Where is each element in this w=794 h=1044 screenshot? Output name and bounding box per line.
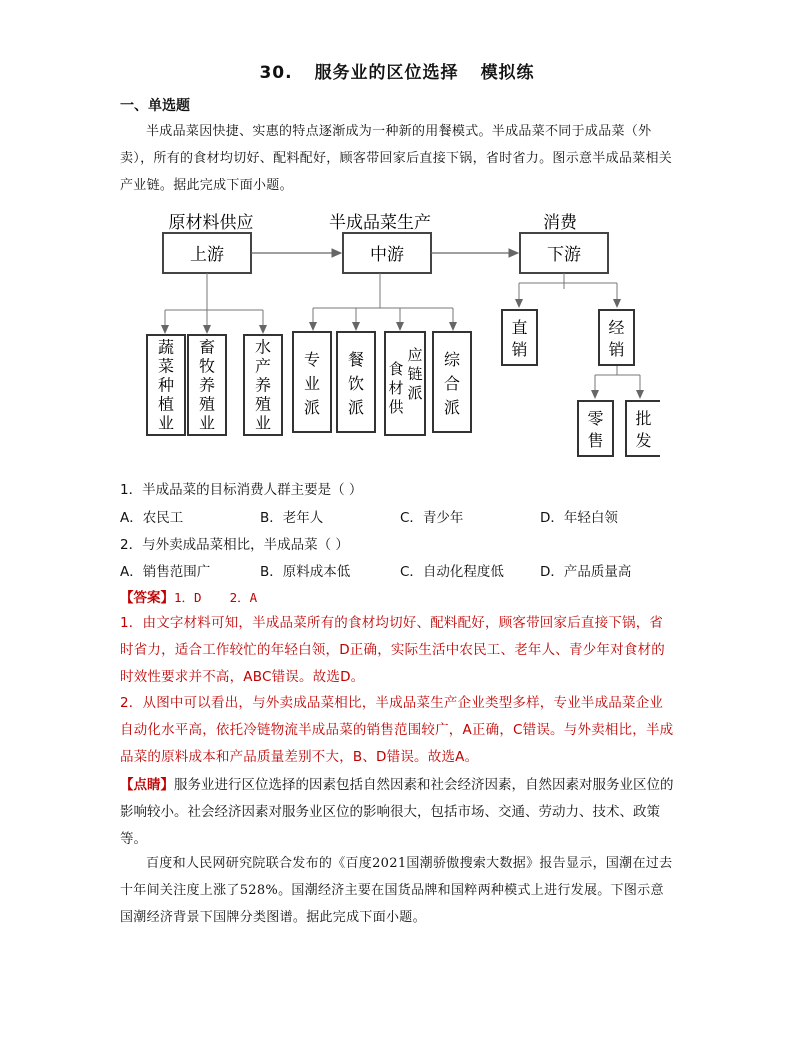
midstream-child-2-char: 应	[407, 347, 423, 364]
midstream-caption: 半成品菜生产	[329, 213, 431, 232]
upstream-caption: 原材料供应	[168, 213, 254, 232]
downstream-grandchild-0-char: 零	[587, 411, 604, 429]
upstream-child-0-char: 业	[157, 415, 175, 433]
midstream-child-4-char: 派	[443, 400, 461, 418]
title-number: 30.	[259, 63, 293, 83]
upstream-child-0-char: 蔬	[157, 339, 175, 357]
q1-option-c[interactable]: C．青少年	[400, 510, 464, 526]
upstream-child-2-char: 产	[254, 358, 272, 376]
q1-option-b[interactable]: B．老年人	[260, 510, 324, 526]
industry-chain-diagram	[140, 205, 660, 465]
title-main: 服务业的区位选择	[314, 63, 459, 83]
upstream-child-1-char: 畜	[198, 339, 216, 357]
q2-option-d[interactable]: D．产品质量高	[540, 564, 632, 580]
downstream-child-0-char: 销	[511, 342, 528, 360]
answer-2: 2．A	[229, 590, 258, 605]
section-heading: 一、单选题	[120, 98, 190, 114]
upstream-child-1-char: 业	[198, 415, 216, 433]
midstream-child-1-char: 餐	[347, 352, 365, 370]
question-1-stem: 1．半成品菜的目标消费人群主要是（ ）	[120, 482, 363, 498]
midstream-child-2-char: 派	[407, 385, 423, 402]
upstream-child-2-char: 养	[254, 377, 272, 395]
midstream-child-4-char: 合	[443, 376, 461, 394]
upstream-child-1-char: 养	[198, 377, 216, 395]
title-suffix: 模拟练	[480, 63, 535, 83]
downstream-caption: 消费	[543, 213, 577, 232]
page-title	[0, 58, 794, 83]
downstream-grandchild-1-char: 批	[635, 411, 652, 429]
downstream-grandchild-0-char: 售	[587, 433, 604, 451]
midstream-label: 中游	[370, 245, 404, 264]
explanation-1: 1．由文字材料可知，半成品菜所有的食材均切好、配料配好，顾客带回家后直接下锅，省时省力，适合工作较忙的年轻白领，D正确，实际生活中农民工、老年人、青少年对食材的时效性要求并不高，ABC错误。故选D。	[120, 615, 665, 685]
upstream-child-0-char: 种	[157, 377, 175, 395]
question-1-options	[120, 506, 680, 526]
q1-option-d[interactable]: D．年轻白领	[540, 510, 618, 526]
upstream-child-0-char: 菜	[157, 358, 175, 376]
passage-2: 百度和人民网研究院联合发布的《百度2021国潮骄傲搜索大数据》报告显示，国潮在过去十年间关注度上涨了528%。国潮经济主要在国货品牌和国粹两种模式上进行发展。下图示意国潮经济背景下国牌分类图谱。据此完成下面小题。	[120, 856, 673, 925]
tip-block	[120, 772, 676, 853]
midstream-child-2-char: 链	[407, 366, 423, 383]
upstream-child-2-char: 业	[254, 415, 272, 433]
downstream-child-1-char: 销	[608, 342, 625, 360]
answer-line	[120, 586, 285, 606]
midstream-child-4-char: 综	[443, 352, 461, 370]
upstream-child-0-char: 植	[157, 396, 175, 414]
question-2-options	[120, 560, 680, 580]
question-2-stem: 2．与外卖成品菜相比，半成品菜（ ）	[120, 537, 349, 553]
upstream-child-1-char: 殖	[198, 396, 216, 414]
midstream-child-0-char: 业	[303, 376, 321, 394]
answer-1: 1．D	[174, 590, 202, 605]
answer-tag: 【答案】	[120, 590, 174, 606]
midstream-child-0-char: 专	[303, 352, 321, 370]
upstream-child-2-char: 殖	[254, 396, 272, 414]
midstream-child-1-char: 派	[347, 400, 365, 418]
passage-1: 半成品菜因快捷、实惠的特点逐渐成为一种新的用餐模式。半成品菜不同于成品菜（外卖），所有的食材均切好、配料配好，顾客带回家后直接下锅，省时省力。图示意半成品菜相关产业链。据此完成下面小题。	[120, 124, 673, 193]
upstream-connectors	[165, 273, 263, 333]
q2-option-c[interactable]: C．自动化程度低	[400, 564, 504, 580]
midstream-child-2-char: 食	[388, 361, 404, 378]
downstream-label: 下游	[547, 245, 581, 264]
tip-text: 服务业进行区位选择的因素包括自然因素和社会经济因素，自然因素对服务业区位的影响较小。社会经济因素对服务业区位的影响很大，包括市场、交通、劳动力、技术、政策等。	[120, 777, 674, 847]
midstream-child-0-char: 派	[303, 400, 321, 418]
midstream-child-2-char: 供	[388, 399, 404, 416]
q2-option-a[interactable]: A．销售范围广	[120, 564, 211, 580]
q2-option-b[interactable]: B．原料成本低	[260, 564, 351, 580]
tip-tag: 【点睛】	[120, 777, 174, 793]
q1-option-a[interactable]: A．农民工	[120, 510, 184, 526]
explanation-2: 2．从图中可以看出，与外卖成品菜相比，半成品菜生产企业类型多样，专业半成品菜企业自动化水平高，依托冷链物流半成品菜的销售范围较广，A正确，C错误。与外卖相比，半成品菜的原料成本和产品质量差别不大，B、D错误。故选A。	[120, 695, 674, 765]
midstream-child-1-char: 饮	[347, 376, 365, 394]
downstream-grandchild-1-char: 发	[635, 433, 652, 451]
downstream-child-0-char: 直	[511, 320, 528, 338]
child-boxes	[147, 310, 660, 456]
upstream-child-2-char: 水	[254, 339, 272, 357]
downstream-child-1-char: 经	[608, 320, 625, 338]
midstream-child-2-char: 材	[388, 380, 404, 397]
upstream-child-1-char: 牧	[198, 358, 216, 376]
midstream-connectors	[313, 273, 453, 330]
upstream-label: 上游	[190, 245, 224, 264]
